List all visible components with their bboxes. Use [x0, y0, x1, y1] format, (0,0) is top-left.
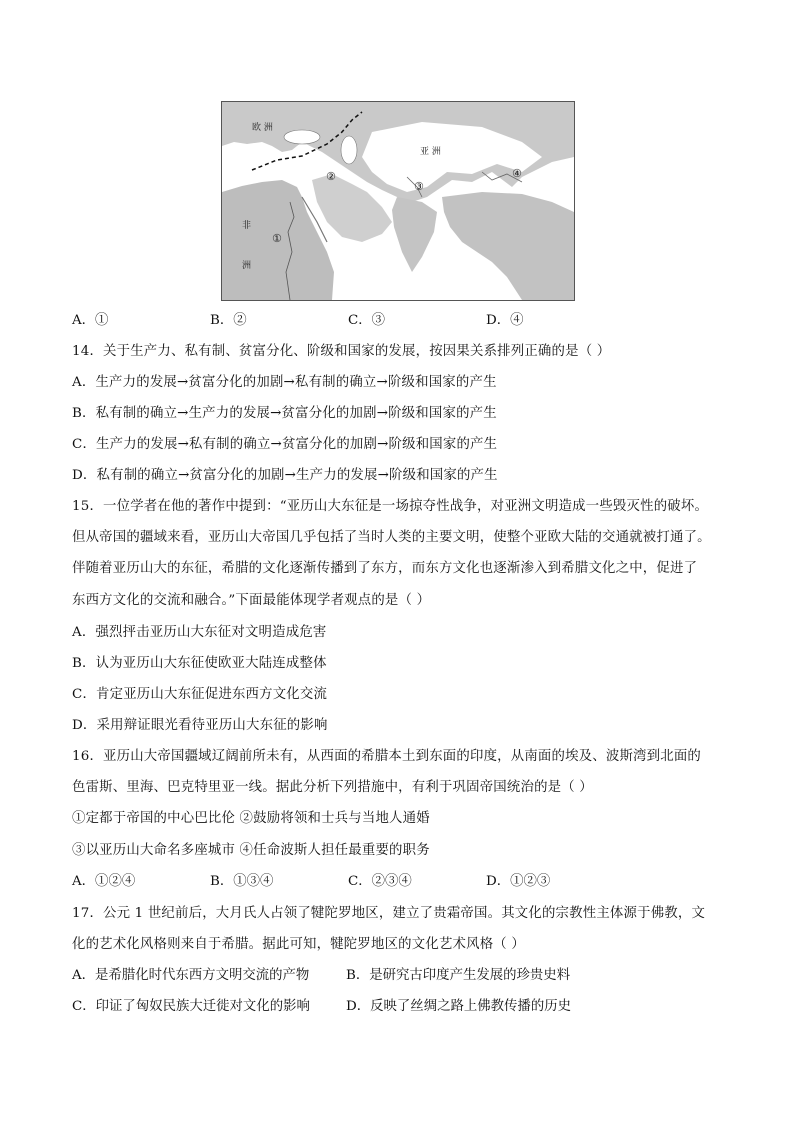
q13-option-b[interactable]: B．② [210, 313, 247, 328]
q14-option-c[interactable]: C．生产力的发展→私有制的确立→贫富分化的加剧→阶级和国家的产生 [72, 437, 498, 452]
q15-stem-line-1: 15．一位学者在他的著作中提到：“亚历山大东征是一场掠夺性战争，对亚洲文明造成一些毁灭性的破坏。 [72, 499, 709, 514]
label-africa-2: 洲 [242, 261, 252, 271]
q14-option-a[interactable]: A．生产力的发展→贫富分化的加剧→私有制的确立→阶级和国家的产生 [72, 375, 497, 390]
q16-option-a[interactable]: A．①②④ [72, 874, 136, 889]
q15-stem-line-3: 伴随着亚历山大的东征，希腊的文化逐渐传播到了东方，而东方文化也逐渐渗入到希腊文化之中，促进了 [72, 561, 698, 576]
q14-option-b[interactable]: B．私有制的确立→生产力的发展→贫富分化的加剧→阶级和国家的产生 [72, 406, 497, 421]
label-europe: 欧 洲 [252, 123, 273, 133]
q16-option-b[interactable]: B．①③④ [210, 874, 274, 889]
q16-option-d[interactable]: D．①②③ [486, 874, 551, 889]
q17-option-b[interactable]: B．是研究古印度产生发展的珍贵史料 [346, 968, 571, 983]
q16-item-line-1: ①定都于帝国的中心巴比伦 ②鼓励将领和士兵与当地人通婚 [72, 811, 430, 826]
marker-1: ① [272, 232, 282, 245]
q15-option-a[interactable]: A．强烈抨击亚历山大东征对文明造成危害 [72, 625, 327, 640]
q15-stem-line-4: 东西方文化的交流和融合。”下面最能体现学者观点的是（ ） [72, 593, 431, 608]
q16-stem-line-1: 16．亚历山大帝国疆域辽阔前所未有，从西面的希腊本土到东面的印度，从南面的埃及、波斯湾到北面的 [72, 749, 702, 764]
land-east-asia [442, 192, 574, 300]
q17-option-c[interactable]: C．印证了匈奴民族大迁徙对文化的影响 [72, 999, 310, 1014]
q17-option-a[interactable]: A．是希腊化时代东西方文明交流的产物 [72, 968, 310, 983]
marker-3: ③ [414, 180, 424, 193]
q16-item-line-2: ③以亚历山大命名多座城市 ④任命波斯人担任最重要的职务 [72, 843, 430, 858]
caspian-sea [341, 136, 357, 164]
q13-option-d[interactable]: D．④ [486, 313, 524, 328]
q15-stem-line-2: 但从帝国的疆域来看，亚历山大帝国几乎包括了当时人类的主要文明，使整个亚欧大陆的交通就被打通了。 [72, 530, 711, 545]
label-asia: 亚 洲 [420, 147, 441, 157]
map-image [222, 102, 574, 300]
q15-option-c[interactable]: C．肯定亚历山大东征促进东西方文化交流 [72, 687, 328, 702]
q14-option-d[interactable]: D．私有制的确立→贫富分化的加剧→生产力的发展→阶级和国家的产生 [72, 468, 498, 483]
q15-option-d[interactable]: D．采用辩证眼光看待亚历山大东征的影响 [72, 718, 328, 733]
map-figure [221, 101, 575, 301]
q15-option-b[interactable]: B．认为亚历山大东征使欧亚大陆连成整体 [72, 656, 327, 671]
q13-option-a[interactable]: A．① [72, 313, 109, 328]
q17-stem-line-2: 化的艺术化风格则来自于希腊。据此可知，犍陀罗地区的文化艺术风格（ ） [72, 937, 525, 952]
q17-stem-line-1: 17．公元 1 世纪前后，大月氏人占领了犍陀罗地区，建立了贵霜帝国。其文化的宗教性主体源于佛教，文 [72, 906, 706, 921]
q16-stem-line-2: 色雷斯、里海、巴克特里亚一线。据此分析下列措施中，有利于巩固帝国统治的是（ ） [72, 780, 593, 795]
label-africa-1: 非 [242, 221, 252, 231]
black-sea [284, 130, 320, 144]
q13-option-c[interactable]: C．③ [348, 313, 386, 328]
marker-2: ② [326, 170, 336, 183]
q17-option-d[interactable]: D．反映了丝绸之路上佛教传播的历史 [346, 999, 571, 1014]
marker-4: ④ [512, 167, 522, 180]
q16-option-c[interactable]: C．②③④ [348, 874, 412, 889]
q14-stem: 14．关于生产力、私有制、贫富分化、阶级和国家的发展，按因果关系排列正确的是（ ） [72, 344, 611, 359]
land-india [392, 197, 437, 272]
